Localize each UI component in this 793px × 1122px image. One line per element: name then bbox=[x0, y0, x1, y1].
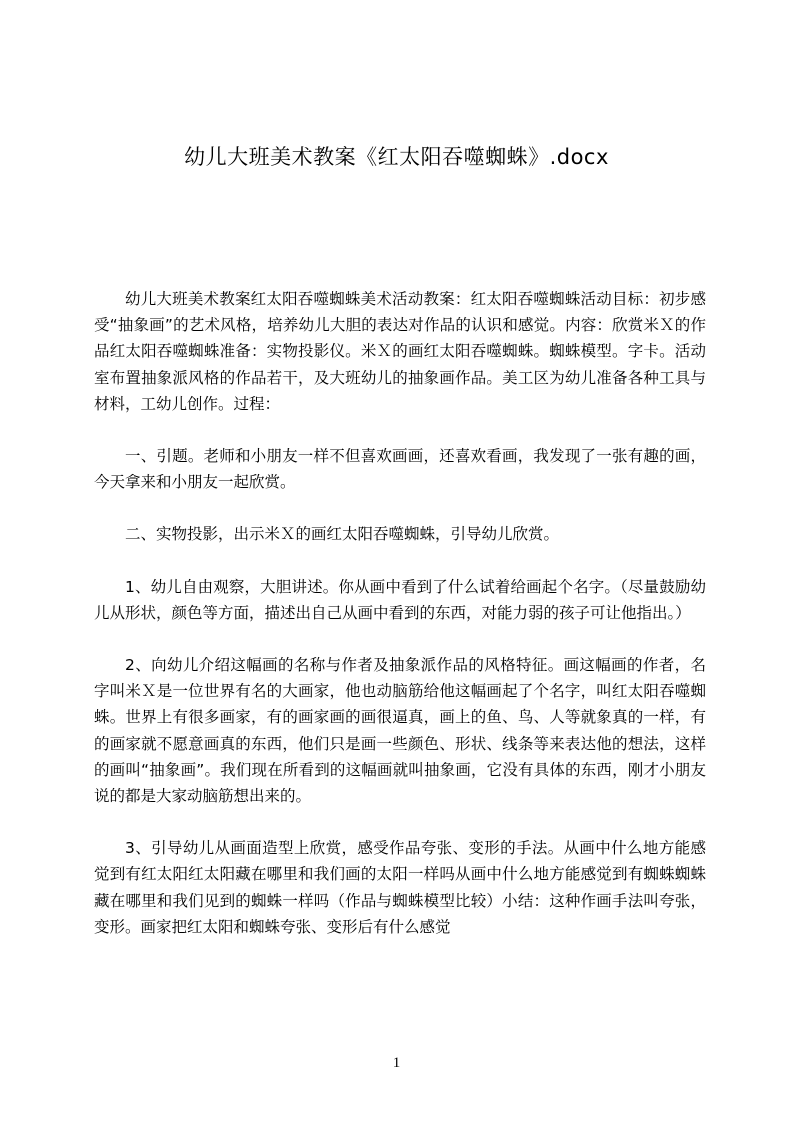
paragraph-step-1: 一、引题。老师和小朋友一样不但喜欢画画，还喜欢看画，我发现了一张有趣的画，今天拿来和小朋友一起欣赏。 bbox=[94, 447, 706, 492]
document-title: 幼儿大班美术教案《红太阳吞噬蜘蛛》.docx bbox=[184, 145, 609, 169]
paragraph-intro: 幼儿大班美术教案红太阳吞噬蜘蛛美术活动教案：红太阳吞噬蜘蛛活动目标：初步感受“抽象画”的艺术风格，培养幼儿大胆的表达对作品的认识和感觉。内容：欣赏米Ｘ的作品红太阳吞噬蜘蛛准备：实物投影仪。米Ｘ的画红太阳吞噬蜘蛛。蜘蛛模型。字卡。活动室布置抽象派风格的作品若干，及大班幼儿的抽象画作品。美工区为幼儿准备各种工具与材料，工幼儿创作。过程： bbox=[94, 290, 706, 413]
paragraph-substep-2: 2、向幼儿介绍这幅画的名称与作者及抽象派作品的风格特征。画这幅画的作者，名字叫米Ｘ是一位世界有名的大画家，他也动脑筋给他这幅画起了个名字，叫红太阳吞噬蜘蛛。世界上有很多画家，有的画家画的画很逼真，画上的鱼、鸟、人等就象真的一样，有的画家就不愿意画真的东西，他们只是画一些颜色、形状、线条等来表达他的想法，这样的画叫“抽象画”。我们现在所看到的这幅画就叫抽象画，它没有具体的东西，刚才小朋友说的都是大家动脑筋想出来的。 bbox=[94, 656, 706, 806]
paragraph-substep-3: 3、引导幼儿从画面造型上欣赏，感受作品夸张、变形的手法。从画中什么地方能感觉到有红太阳红太阳藏在哪里和我们画的太阳一样吗从画中什么地方能感觉到有蜘蛛蜘蛛藏在哪里和我们见到的蜘蛛一样吗（作品与蜘蛛模型比较）小结：这种作画手法叫夸张，变形。画家把红太阳和蜘蛛夸张、变形后有什么感觉 bbox=[94, 839, 706, 936]
paragraph-step-2: 二、实物投影，出示米Ｘ的画红太阳吞噬蜘蛛，引导幼儿欣赏。 bbox=[125, 525, 560, 544]
paragraph-substep-1: 1、幼儿自由观察，大胆讲述。你从画中看到了什么试着给画起个名字。（尽量鼓励幼儿从形状，颜色等方面，描述出自己从画中看到的东西，对能力弱的孩子可让他指出。） bbox=[94, 577, 706, 622]
document-body bbox=[94, 286, 706, 966]
page-number: 1 bbox=[392, 1055, 401, 1071]
